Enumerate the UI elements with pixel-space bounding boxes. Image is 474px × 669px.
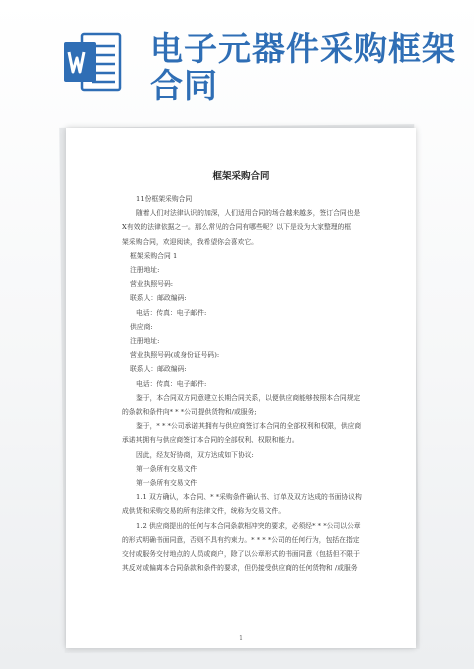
text-line: 成供货和采购交易的所有法律文件，统称为交易文件。	[122, 507, 286, 516]
text-line: 第一条所有交易文件	[136, 479, 198, 488]
text-line: 第一条所有交易文件	[136, 464, 198, 473]
text-line: 的条款和条件向* * *公司提供货物和/或服务;	[122, 408, 257, 417]
text-line: 1.2 供应商提出的任何与本合同条款相冲突的要求，必须经* * *公司以公章	[136, 521, 361, 530]
text-line: 供应商:	[130, 322, 153, 331]
word-icon	[60, 30, 124, 94]
text-line: 承诺其拥有与供应商签订本合同的全部权利、权限和能力。	[122, 436, 299, 445]
text-line: 注册地址:	[130, 337, 160, 346]
page-title: 电子元器件采购框架合同	[150, 29, 456, 105]
text-line: 的形式明确书面同意，否则不具有约束力。* * * *公司的任何行为，包括在指定	[122, 535, 360, 544]
text-line: 11份框架采购合同	[136, 195, 193, 203]
text-line: 电话：传真：电子邮件:	[136, 379, 207, 388]
text-line: 营业执照号码(或身份证号码):	[130, 351, 220, 360]
text-line: 联系人：邮政编码:	[130, 365, 187, 374]
text-line: 电话：传真：电子邮件:	[136, 308, 207, 317]
page-number: 1	[239, 635, 243, 642]
text-line: 交付或服务交付地点的人员或商户，除了以公章形式的书面同意（包括但不限于	[122, 550, 360, 559]
text-line: 随着人们对法律认识的加深，人们适用合同的场合越来越多，签订合同也是	[136, 209, 361, 218]
text-line: 注册地址:	[130, 266, 160, 275]
header-banner	[0, 0, 474, 110]
text-line: 1.1 双方确认，本合同、* *采购条件确认书、订单及双方达成的书面协议构	[136, 493, 362, 502]
text-line: 其反对或偏离本合同条款和条件的要求，但仍接受供应商的任何货物和 /或服务	[122, 564, 358, 573]
text-line: 因此，经友好协商，双方达成如下协议:	[136, 450, 254, 459]
text-line: X有效的法律依据之一。那么常见的合同有哪些呢？以下是设为大家整理的框	[122, 223, 352, 232]
text-line: 鉴于，本合同双方同意建立长期合同关系，以便供应商能够按照本合同规定	[136, 393, 361, 402]
text-line: 框架采购合同 1	[130, 251, 178, 260]
text-line: 联系人：邮政编码:	[130, 294, 187, 303]
document-page	[66, 128, 416, 648]
document-title: 框架采购合同	[212, 171, 270, 182]
document-body	[122, 192, 372, 575]
text-line: 营业执照号码:	[130, 280, 174, 289]
text-line: 架采购合同，欢迎阅读，我希望你会喜欢它。	[122, 237, 258, 246]
text-line: 鉴于，* * *公司承诺其拥有与供应商签订本合同的全部权利和权限，供应商	[136, 422, 362, 431]
